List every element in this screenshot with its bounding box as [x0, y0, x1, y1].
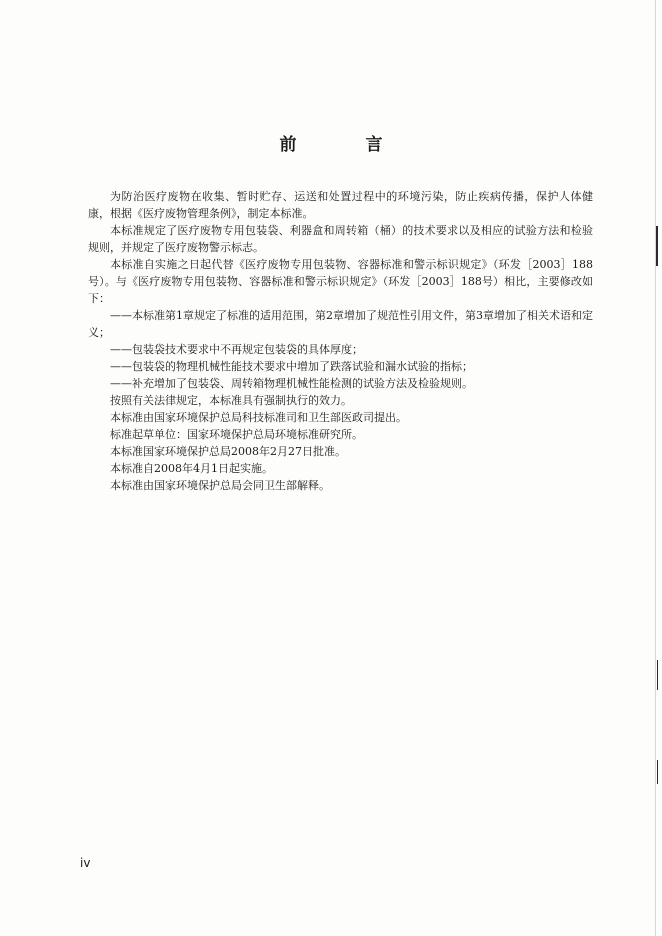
scan-edge-mark [657, 660, 658, 690]
scan-edge-mark [657, 760, 658, 784]
paragraph: 本标准国家环境保护总局2008年2月27日批准。 [110, 445, 346, 458]
scan-edge-mark [656, 226, 658, 266]
list-item: ——包装袋技术要求中不再规定包装袋的具体厚度； [110, 343, 363, 356]
paragraph: 标准起草单位：国家环境保护总局环境标准研究所。 [110, 428, 363, 441]
paragraph: 本标准自实施之日起代替《医疗废物专用包装物、容器标准和警示标识规定》（环发［2003］188号）。与《医疗废物专用包装物、容器标准和警示标识规定》（环发［2003］188号）相比，主要修改如下： [88, 258, 593, 305]
list-item: ——本标准第1章规定了标准的适用范围，第2章增加了规范性引用文件，第3章增加了相关术语和定义； [88, 309, 593, 339]
list-item: ——补充增加了包装袋、周转箱物理机械性能检测的试验方法及检验规则。 [110, 377, 473, 390]
document-body [88, 188, 593, 494]
page-title: 前 言 [279, 135, 409, 155]
paragraph: 本标准由国家环境保护总局会同卫生部解释。 [110, 479, 330, 492]
paragraph: 本标准自2008年4月1日起实施。 [110, 462, 273, 475]
list-item: ——包装袋的物理机械性能技术要求中增加了跌落试验和漏水试验的指标； [110, 360, 473, 373]
paragraph: 为防治医疗废物在收集、暂时贮存、运送和处置过程中的环境污染，防止疾病传播，保护人体健康，根据《医疗废物管理条例》，制定本标准。 [88, 190, 593, 220]
paragraph: 本标准由国家环境保护总局科技标准司和卫生部医政司提出。 [110, 411, 407, 424]
paragraph: 本标准规定了医疗废物专用包装袋、利器盒和周转箱（桶）的技术要求以及相应的试验方法和检验规则，并规定了医疗废物警示标志。 [88, 224, 593, 254]
paragraph: 按照有关法律规定，本标准具有强制执行的效力。 [110, 394, 352, 407]
page-number: iv [80, 856, 91, 870]
